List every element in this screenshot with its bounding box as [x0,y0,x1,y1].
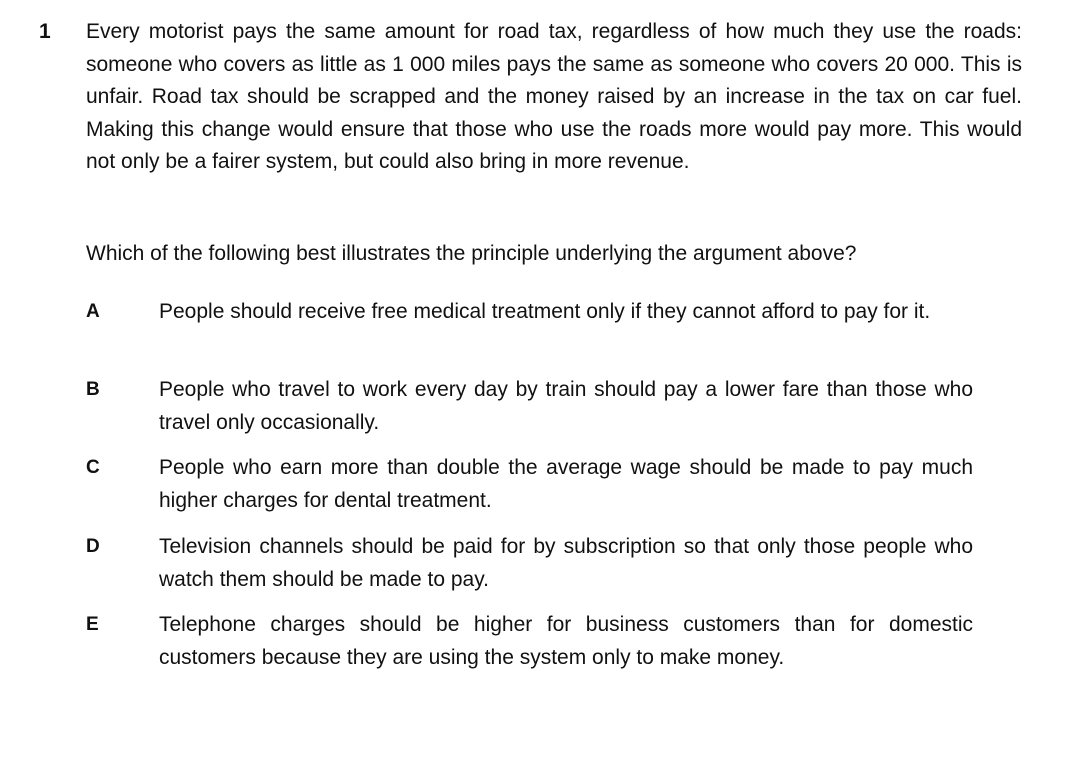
option-b-letter: B [86,379,100,400]
question-number: 1 [39,20,51,43]
question-passage: Every motorist pays the same amount for road tax, regardless of how much they use the roads: someone who covers as little as 1 000 miles pays the same as someone who covers 20 000. This is unfair. Road tax should be scrapped and the money raised by an increase in the tax on car fuel. Making this change would ensure that those who use the roads more would pay more. This would not only be a fairer system, but could also bring in more revenue. [86,20,1022,174]
question-prompt: Which of the following best illustrates the principle underlying the argument above? [86,242,857,265]
option-c-text: People who earn more than double the average wage should be made to pay much higher charges for dental treatment. [159,456,973,512]
option-d-letter: D [86,536,100,557]
option-c-letter: C [86,457,100,478]
option-a-text: People should receive free medical treatment only if they cannot afford to pay for it. [159,300,931,323]
option-a-letter: A [86,301,100,322]
option-b-text: People who travel to work every day by train should pay a lower fare than those who travel only occasionally. [159,378,973,434]
option-e-letter: E [86,614,99,635]
option-d-text: Television channels should be paid for by subscription so that only those people who watch them should be made to pay. [159,535,973,591]
option-e-text: Telephone charges should be higher for business customers than for domestic customers because they are using the system only to make money. [159,613,973,669]
